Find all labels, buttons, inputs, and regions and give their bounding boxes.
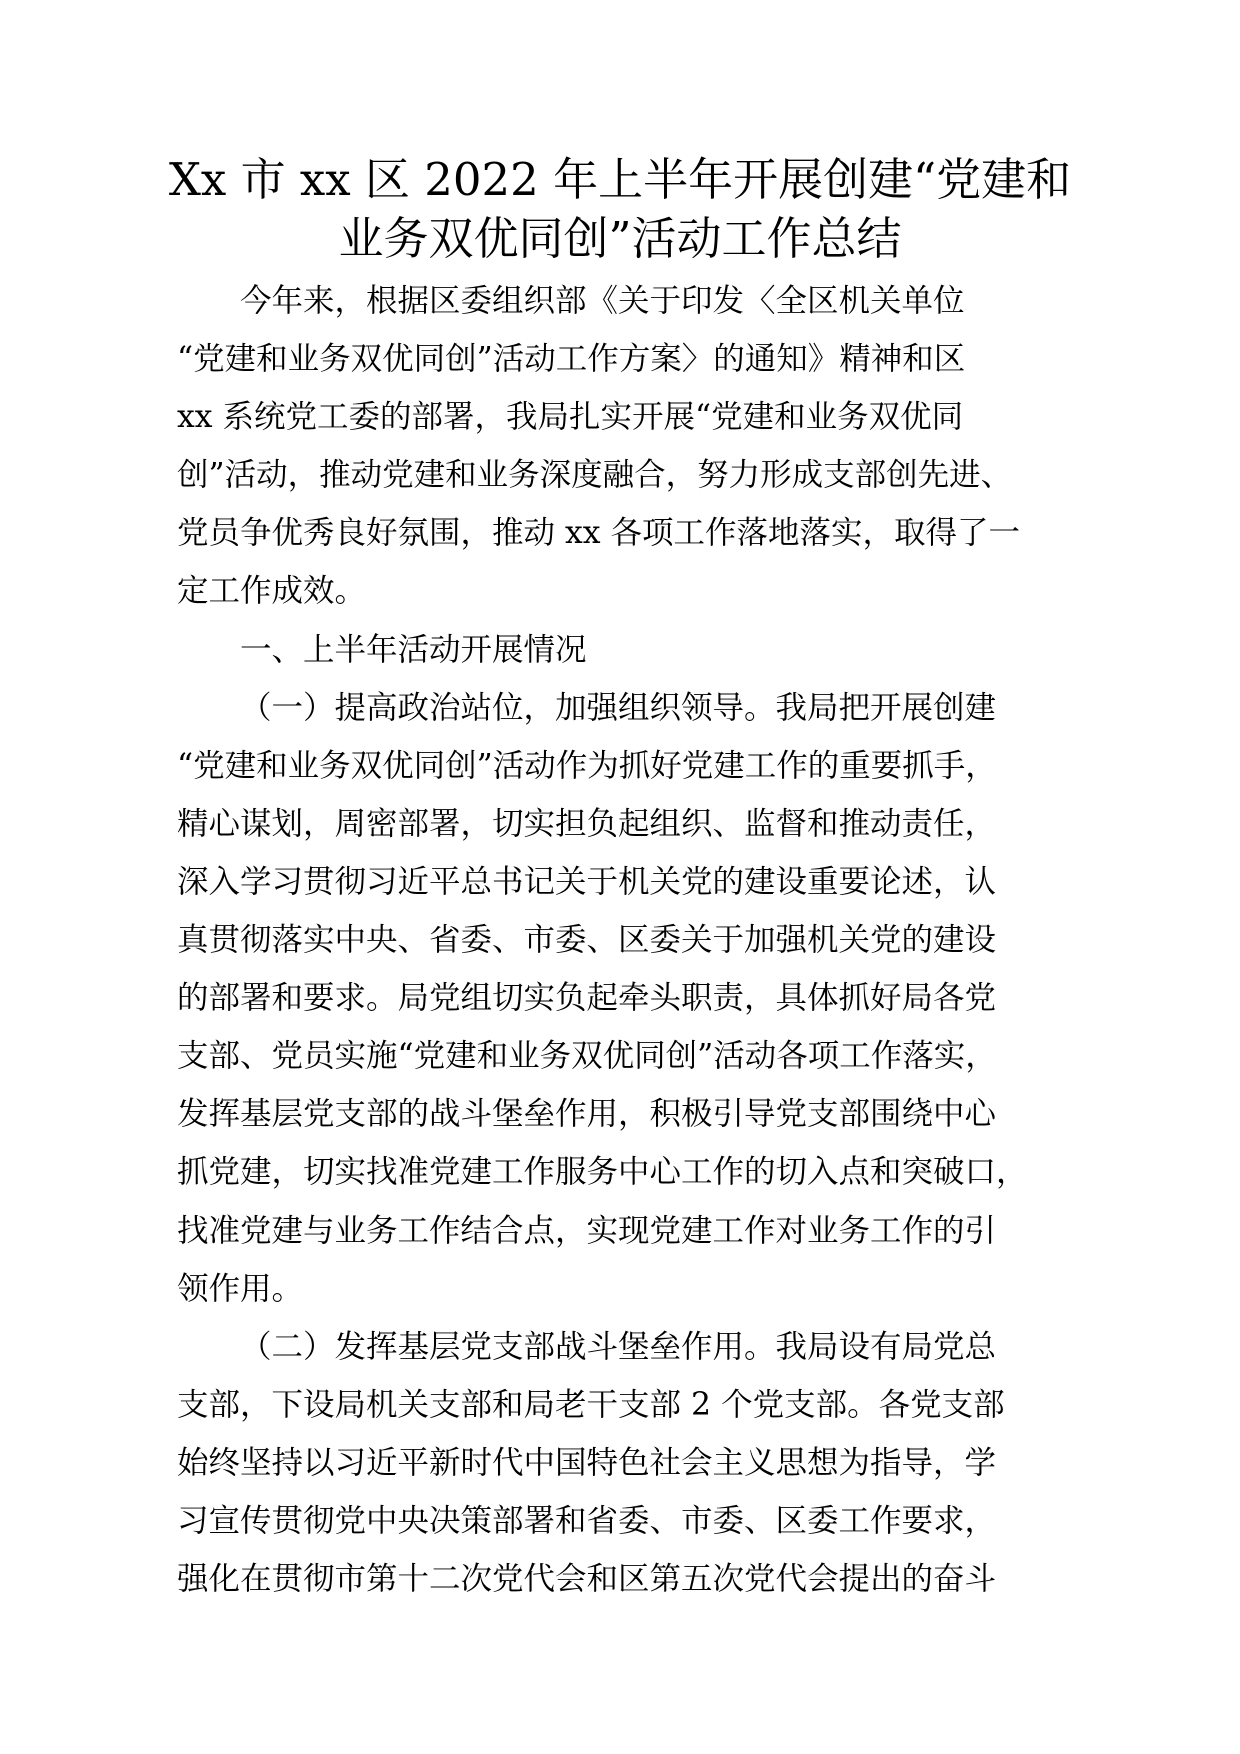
document-title [150, 150, 1090, 268]
heading-line: 一、上半年活动开展情况 [240, 631, 587, 668]
section-heading [177, 621, 1087, 679]
text-line: 抓党建，切实找准党建工作服务中心工作的切入点和突破口， [177, 1154, 1028, 1191]
paragraph-one [177, 679, 1087, 1318]
text-line: 深入学习贯彻习近平总书记关于机关党的建设重要论述，认 [177, 863, 997, 900]
text-line: （一）提高政治站位，加强组织领导。我局把开展创建 [240, 689, 997, 726]
text-line: xx 系统党工委的部署，我局扎实开展“党建和业务双优同 [177, 399, 964, 436]
text-line: 习宣传贯彻党中央决策部署和省委、市委、区委工作要求， [177, 1502, 997, 1539]
text-line: 支部、党员实施“党建和业务双优同创”活动各项工作落实， [177, 1038, 997, 1075]
text-line: 支部，下设局机关支部和局老干支部 2 个党支部。各党支部 [177, 1386, 1005, 1423]
text-line: 定工作成效。 [177, 573, 367, 610]
text-line: 党员争优秀良好氛围，推动 xx 各项工作落地落实，取得了一 [177, 515, 1021, 552]
paragraph-intro [177, 272, 1087, 621]
document-body [177, 272, 1087, 1608]
text-line: （二）发挥基层党支部战斗堡垒作用。我局设有局党总 [240, 1328, 997, 1365]
text-line: 强化在贯彻市第十二次党代会和区第五次党代会提出的奋斗 [177, 1561, 997, 1598]
paragraph-two [177, 1318, 1087, 1608]
text-line: 真贯彻落实中央、省委、市委、区委关于加强机关党的建设 [177, 922, 997, 959]
text-line: 今年来，根据区委组织部《关于印发〈全区机关单位 [240, 283, 965, 319]
text-line: 创”活动，推动党建和业务深度融合，努力形成支部创先进、 [177, 457, 1013, 494]
text-line: 的部署和要求。局党组切实负起牵头职责，具体抓好局各党 [177, 980, 997, 1017]
text-line: “党建和业务双优同创”活动工作方案〉的通知》精神和区 [177, 341, 966, 378]
title-line-2: 业务双优同创”活动工作总结 [338, 212, 902, 265]
text-line: 找准党建与业务工作结合点，实现党建工作对业务工作的引 [177, 1212, 997, 1249]
text-line: 精心谋划，周密部署，切实担负起组织、监督和推动责任， [177, 805, 997, 842]
text-line: 始终坚持以习近平新时代中国特色社会主义思想为指导，学 [177, 1444, 997, 1481]
text-line: “党建和业务双优同创”活动作为抓好党建工作的重要抓手， [177, 747, 997, 784]
text-line: 发挥基层党支部的战斗堡垒作用，积极引导党支部围绕中心 [177, 1096, 997, 1133]
title-line-1: Xx 市 xx 区 2022 年上半年开展创建“党建和 [168, 153, 1072, 206]
text-line: 领作用。 [177, 1270, 304, 1307]
